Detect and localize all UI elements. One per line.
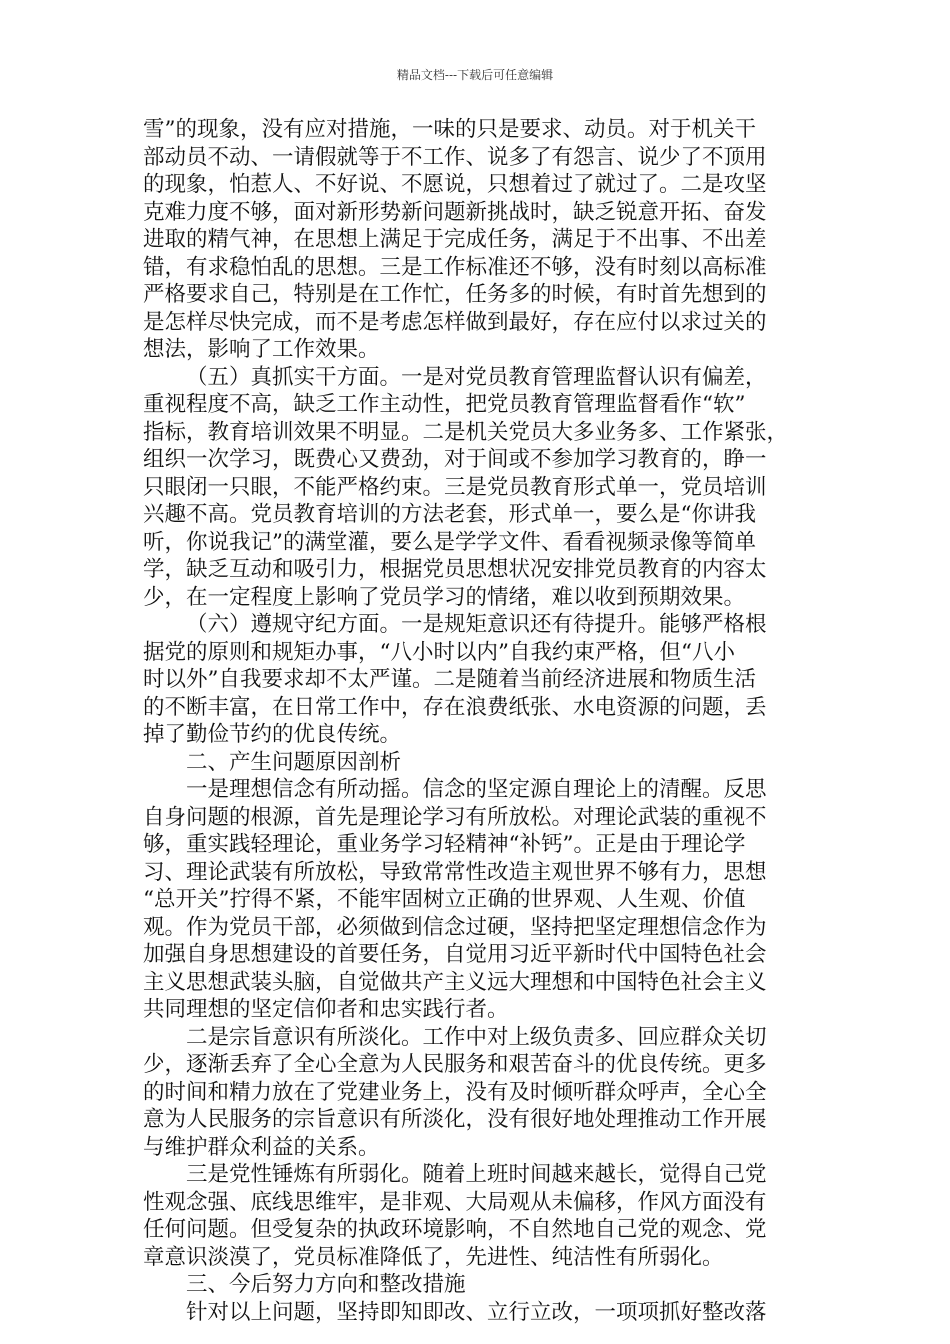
text-line: 组织一次学习，既费心又费劲，对于间或不参加学习教育的，睁一 xyxy=(143,447,767,472)
text-line: 共同理想的坚定信仰者和忠实践行者。 xyxy=(143,997,509,1022)
text-line: 的时间和精力放在了党建业务上，没有及时倾听群众呼声，全心全 xyxy=(143,1079,767,1105)
text-line: 与维护群众利益的关系。 xyxy=(143,1134,380,1160)
text-line: 章意识淡漠了，党员标准降低了，先进性、纯洁性有所弱化。 xyxy=(143,1244,724,1270)
text-line: 是怎样尽快完成，而不是考虑怎样做到最好，存在应付以求过关的 xyxy=(143,309,767,335)
text-line: 据党的原则和规矩办事，“八小时以内”自我约束严格，但“八小 xyxy=(143,639,735,665)
text-line: 想法，影响了工作效果。 xyxy=(143,337,380,362)
text-line: 二是宗旨意识有所淡化。工作中对上级负责多、回应群众关切 xyxy=(186,1024,767,1050)
text-line: 少，在一定程度上影响了党员学习的情绪，难以收到预期效果。 xyxy=(143,584,746,610)
text-line: 错，有求稳怕乱的思想。三是工作标准还不够，没有时刻以高标准 xyxy=(143,254,767,280)
text-line: 兴趣不高。党员教育培训的方法老套，形式单一，要么是“你讲我 xyxy=(143,502,756,527)
text-line: 严格要求自己，特别是在工作忙，任务多的时候，有时首先想到的 xyxy=(143,282,767,307)
document-body xyxy=(143,116,803,1326)
text-line: 克难力度不够，面对新形势新问题新挑战时，缺乏锐意开拓、奋发 xyxy=(143,199,767,225)
text-line: 二、产生问题原因剖析 xyxy=(186,749,402,775)
text-line: （六）遵规守纪方面。一是规矩意识还有待提升。能够严格根 xyxy=(186,612,767,637)
text-line: 三是党性锤炼有所弱化。随着上班时间越来越长，觉得自己党 xyxy=(186,1162,767,1187)
text-line: 部动员不动、一请假就等于不工作、说多了有怨言、说少了不顶用 xyxy=(143,144,767,170)
text-line: 三、今后努力方向和整改措施 xyxy=(186,1272,466,1297)
text-line: 观。作为党员干部，必须做到信念过硬，坚持把坚定理想信念作为 xyxy=(143,914,767,940)
text-line: 自身问题的根源，首先是理论学习有所放松。对理论武装的重视不 xyxy=(143,804,767,830)
text-line: 针对以上问题，坚持即知即改、立行立改，一项项抓好整改落 xyxy=(186,1299,767,1325)
text-line: 雪”的现象，没有应对措施，一味的只是要求、动员。对于机关干 xyxy=(143,117,756,142)
text-line: （五）真抓实干方面。一是对党员教育管理监督认识有偏差， xyxy=(186,364,767,390)
text-line: 听，你说我记”的满堂灌，要么是学学文件、看看视频录像等简单 xyxy=(143,529,756,555)
text-line: 只眼闭一只眼，不能严格约束。三是党员教育形式单一，党员培训 xyxy=(143,474,767,500)
text-line: 掉了勤俭节约的优良传统。 xyxy=(143,722,402,747)
text-line: “总开关”拧得不紧，不能牢固树立正确的世界观、人生观、价值 xyxy=(143,887,746,912)
text-line: 一是理想信念有所动摇。信念的坚定源自理论上的清醒。反思 xyxy=(186,777,767,802)
text-line: 够，重实践轻理论，重业务学习轻精神“补钙”。正是由于理论学 xyxy=(143,832,746,857)
text-line: 学，缺乏互动和吸引力，根据党员思想状况安排党员教育的内容太 xyxy=(143,557,767,582)
text-line: 性观念强、底线思维牢，是非观、大局观从未偏移，作风方面没有 xyxy=(143,1189,767,1215)
text-line: 加强自身思想建设的首要任务，自觉用习近平新时代中国特色社会 xyxy=(143,942,767,967)
text-line: 指标，教育培训效果不明显。二是机关党员大多业务多、工作紧张， xyxy=(143,419,789,445)
text-line: 重视程度不高，缺乏工作主动性，把党员教育管理监督看作“软” xyxy=(143,392,746,417)
text-line: 意为人民服务的宗旨意识有所淡化，没有很好地处理推动工作开展 xyxy=(143,1107,767,1132)
text-line: 时以外”自我要求却不太严谨。二是随着当前经济进展和物质生活 xyxy=(143,667,756,692)
text-line: 任何问题。但受复杂的执政环境影响，不自然地自己党的观念、党 xyxy=(143,1217,767,1242)
text-line: 习、理论武装有所放松，导致常常性改造主观世界不够有力，思想 xyxy=(143,859,767,885)
page-header: 精品文档---下载后可任意编辑 xyxy=(396,68,554,82)
text-line: 少，逐渐丢弃了全心全意为人民服务和艰苦奋斗的优良传统。更多 xyxy=(143,1052,767,1077)
text-line: 的不断丰富，在日常工作中，存在浪费纸张、水电资源的问题，丢 xyxy=(143,694,767,720)
text-line: 进取的精气神，在思想上满足于完成任务，满足于不出事、不出差 xyxy=(143,227,767,252)
text-line: 主义思想武装头脑，自觉做共产主义远大理想和中国特色社会主义 xyxy=(143,969,767,995)
text-line: 的现象，怕惹人、不好说、不愿说，只想着过了就过了。二是攻坚 xyxy=(143,172,767,197)
